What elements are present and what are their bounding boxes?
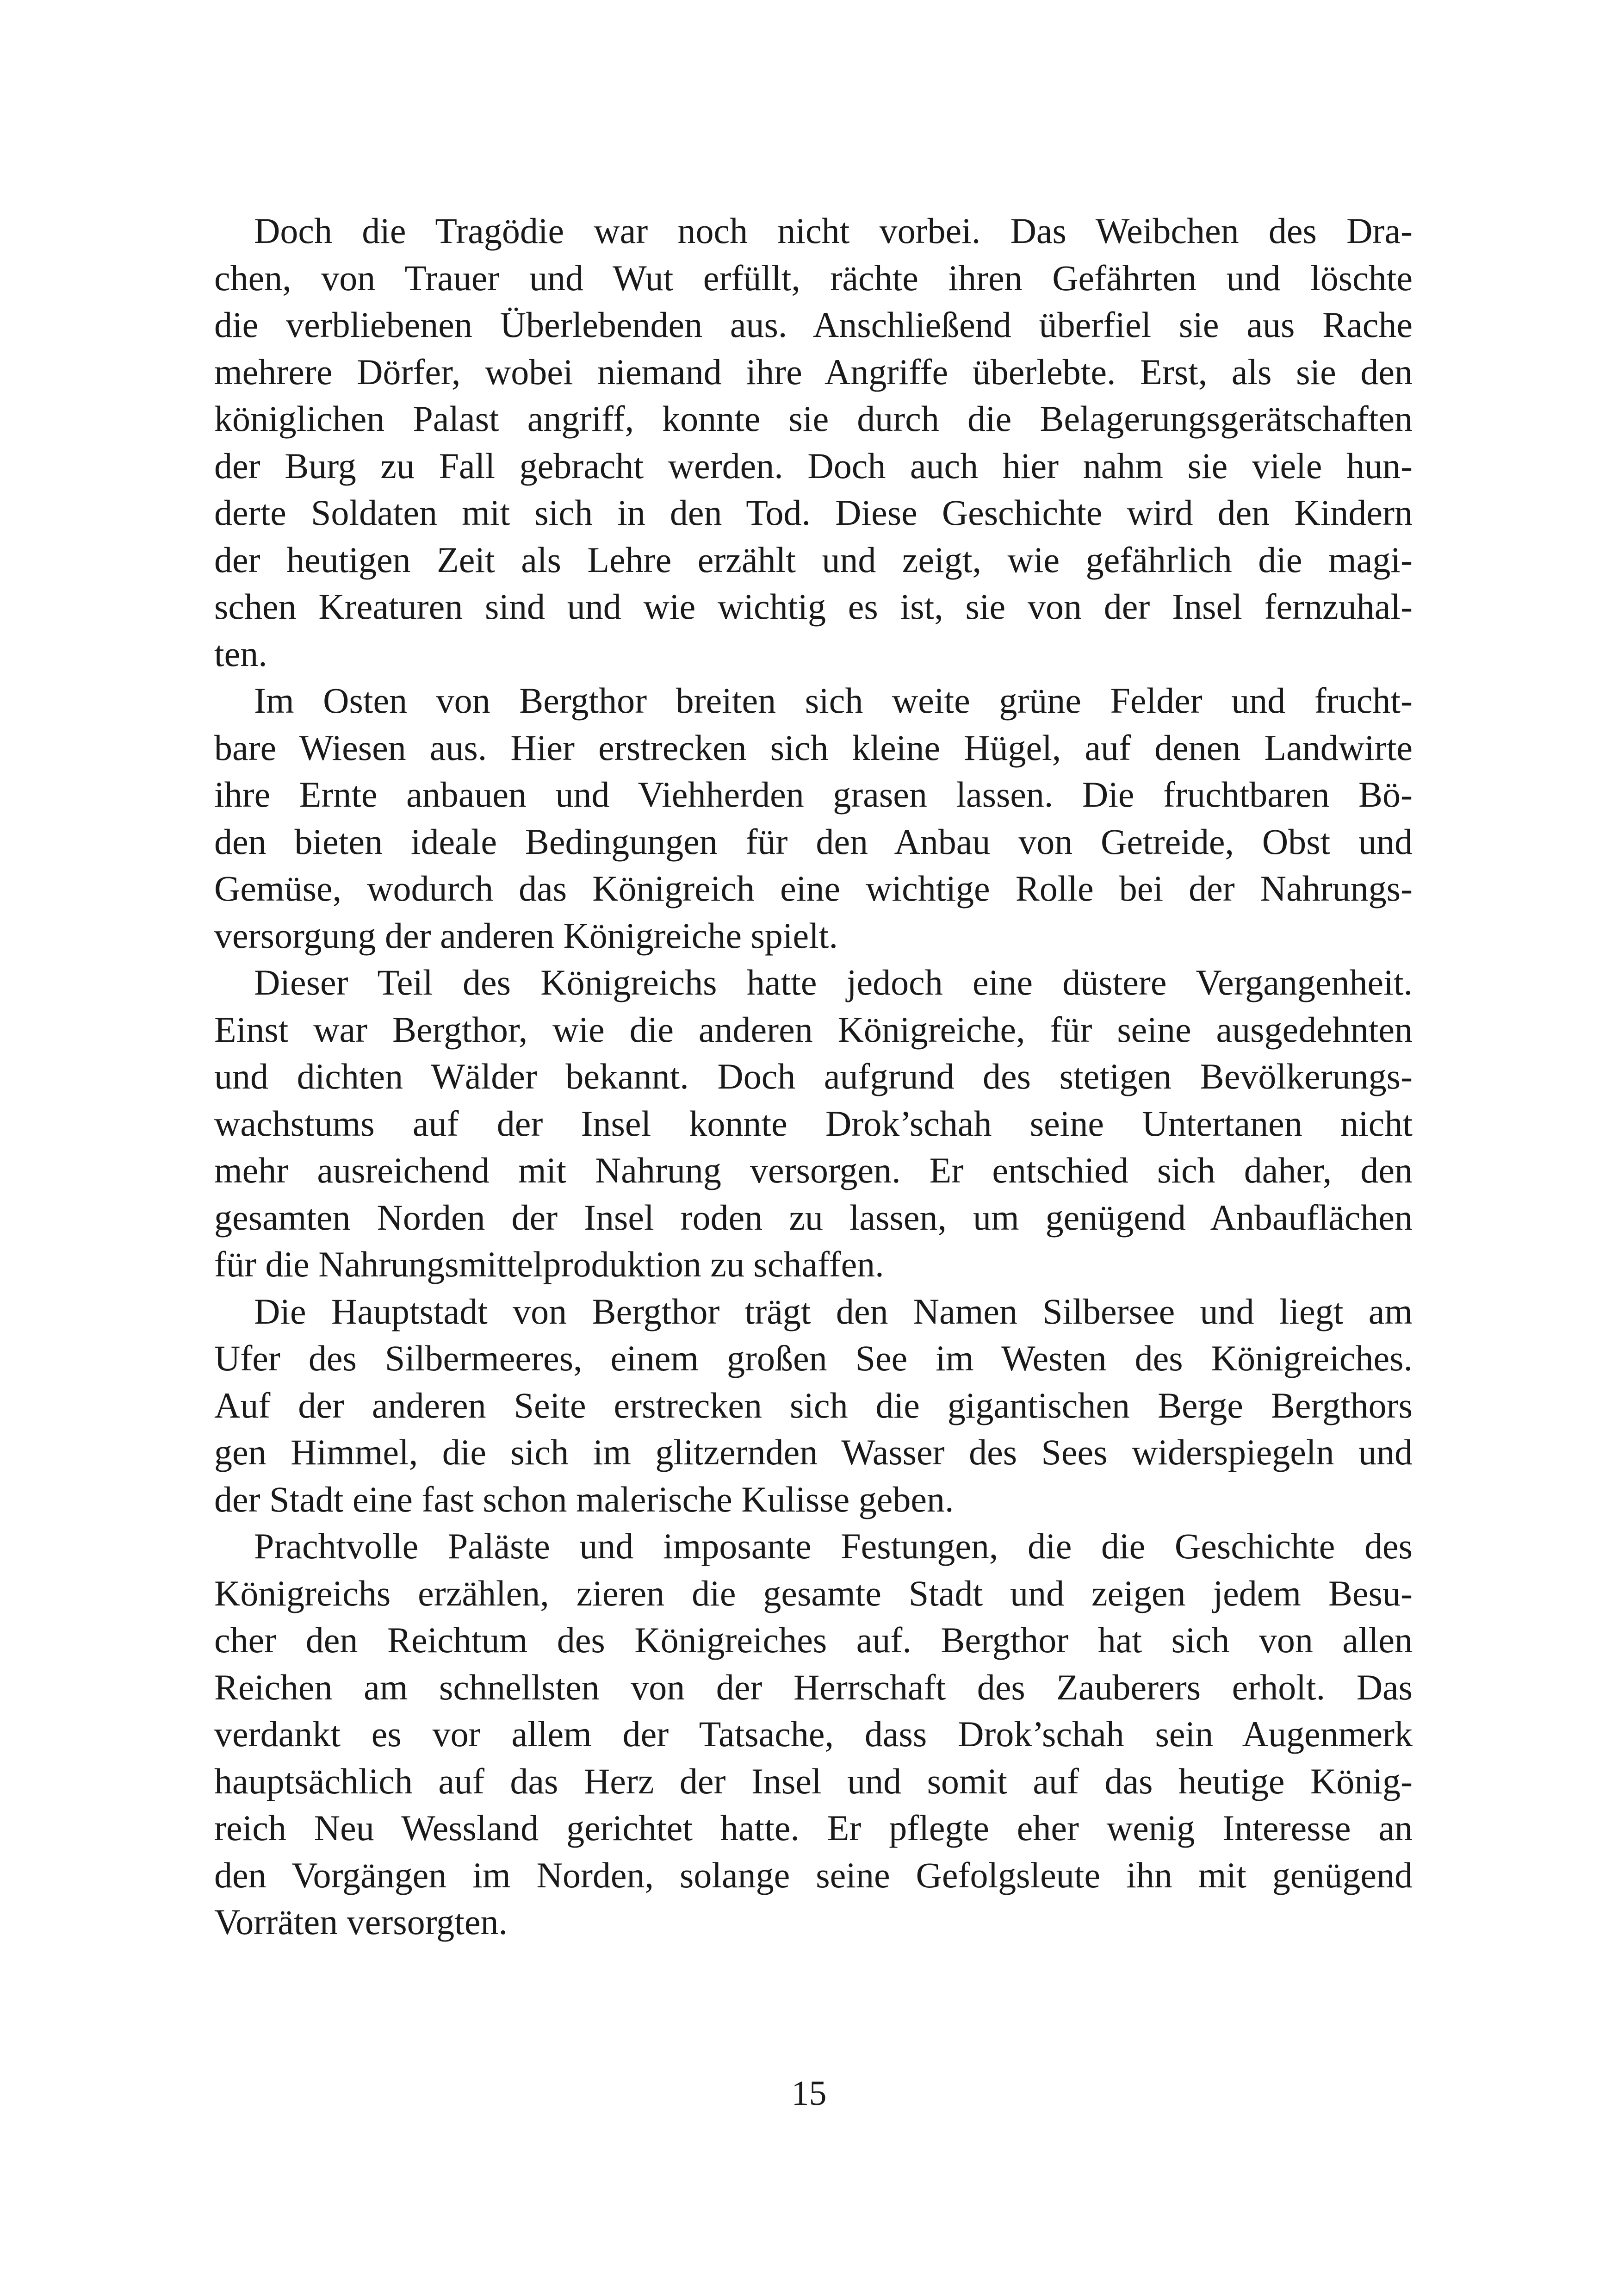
text-line: versorgung der anderen Königreiche spielt. xyxy=(214,915,838,956)
text-line: der heutigen Zeit als Lehre erzählt und zeigt, wie gefährlich die magi- xyxy=(214,539,1413,580)
paragraph xyxy=(214,1288,1413,1523)
text-line: mehr ausreichend mit Nahrung versorgen. Er entschied sich daher, den xyxy=(214,1150,1413,1190)
text-line: Gemüse, wodurch das Königreich eine wichtige Rolle bei der Nahrungs- xyxy=(214,868,1413,908)
text-line: hauptsächlich auf das Herz der Insel und somit auf das heutige König- xyxy=(214,1761,1413,1801)
paragraph xyxy=(214,207,1413,677)
paragraph xyxy=(214,1523,1413,1946)
text-line: für die Nahrungsmittelproduktion zu schaffen. xyxy=(214,1244,884,1284)
text-line: und dichten Wälder bekannt. Doch aufgrund des stetigen Bevölkerungs- xyxy=(214,1056,1413,1096)
text-line: Prachtvolle Paläste und imposante Festungen, die die Geschichte des xyxy=(254,1526,1413,1566)
text-line: Doch die Tragödie war noch nicht vorbei. Das Weibchen des Dra- xyxy=(254,211,1413,251)
text-line: derte Soldaten mit sich in den Tod. Diese Geschichte wird den Kindern xyxy=(214,492,1413,533)
text-line: Auf der anderen Seite erstrecken sich die gigantischen Berge Bergthors xyxy=(214,1385,1413,1425)
text-line: ten. xyxy=(214,633,267,674)
text-line: ihre Ernte anbauen und Viehherden grasen lassen. Die fruchtbaren Bö- xyxy=(214,774,1413,815)
paragraph xyxy=(214,677,1413,959)
text-line: königlichen Palast angriff, konnte sie durch die Belagerungsgerätschaften xyxy=(214,398,1413,439)
text-line: Im Osten von Bergthor breiten sich weite grüne Felder und frucht- xyxy=(254,680,1413,721)
text-line: den Vorgängen im Norden, solange seine Gefolgsleute ihn mit genügend xyxy=(214,1854,1413,1895)
text-line: der Stadt eine fast schon malerische Kulisse geben. xyxy=(214,1479,954,1519)
page-number: 15 xyxy=(791,2074,827,2113)
text-line: die verbliebenen Überlebenden aus. Anschließend überfiel sie aus Rache xyxy=(214,305,1413,345)
text-line: reich Neu Wessland gerichtet hatte. Er pflegte eher wenig Interesse an xyxy=(214,1808,1413,1848)
text-line: chen, von Trauer und Wut erfüllt, rächte ihren Gefährten und löschte xyxy=(214,257,1413,298)
text-line: mehrere Dörfer, wobei niemand ihre Angriffe überlebte. Erst, als sie den xyxy=(214,351,1413,392)
text-line: Königreichs erzählen, zieren die gesamte Stadt und zeigen jedem Besu- xyxy=(214,1573,1413,1613)
text-line: gen Himmel, die sich im glitzernden Wasser des Sees widerspiegeln und xyxy=(214,1432,1413,1472)
text-line: Die Hauptstadt von Bergthor trägt den Namen Silbersee und liegt am xyxy=(254,1291,1413,1332)
text-line: Reichen am schnellsten von der Herrschaft des Zauberers erholt. Das xyxy=(214,1667,1413,1707)
text-line: der Burg zu Fall gebracht werden. Doch auch hier nahm sie viele hun- xyxy=(214,445,1413,486)
paragraph xyxy=(214,959,1413,1288)
text-line: gesamten Norden der Insel roden zu lassen, um genügend Anbauflächen xyxy=(214,1197,1413,1238)
body-text xyxy=(214,207,1413,1946)
text-line: Ufer des Silbermeeres, einem großen See im Westen des Königreiches. xyxy=(214,1338,1413,1378)
text-line: schen Kreaturen sind und wie wichtig es ist, sie von der Insel fernzuhal- xyxy=(214,586,1413,627)
text-line: Dieser Teil des Königreichs hatte jedoch eine düstere Vergangenheit. xyxy=(254,962,1413,1002)
text-line: cher den Reichtum des Königreiches auf. Bergthor hat sich von allen xyxy=(214,1620,1413,1660)
text-line: verdankt es vor allem der Tatsache, dass Drok’schah sein Augenmerk xyxy=(214,1714,1413,1754)
text-line: den bieten ideale Bedingungen für den Anbau von Getreide, Obst und xyxy=(214,821,1413,862)
text-line: wachstums auf der Insel konnte Drok’schah seine Untertanen nicht xyxy=(214,1103,1413,1144)
text-line: Einst war Bergthor, wie die anderen Königreiche, für seine ausgedehnten xyxy=(214,1009,1413,1050)
text-line: bare Wiesen aus. Hier erstrecken sich kleine Hügel, auf denen Landwirte xyxy=(214,727,1413,768)
text-line: Vorräten versorgten. xyxy=(214,1902,508,1942)
